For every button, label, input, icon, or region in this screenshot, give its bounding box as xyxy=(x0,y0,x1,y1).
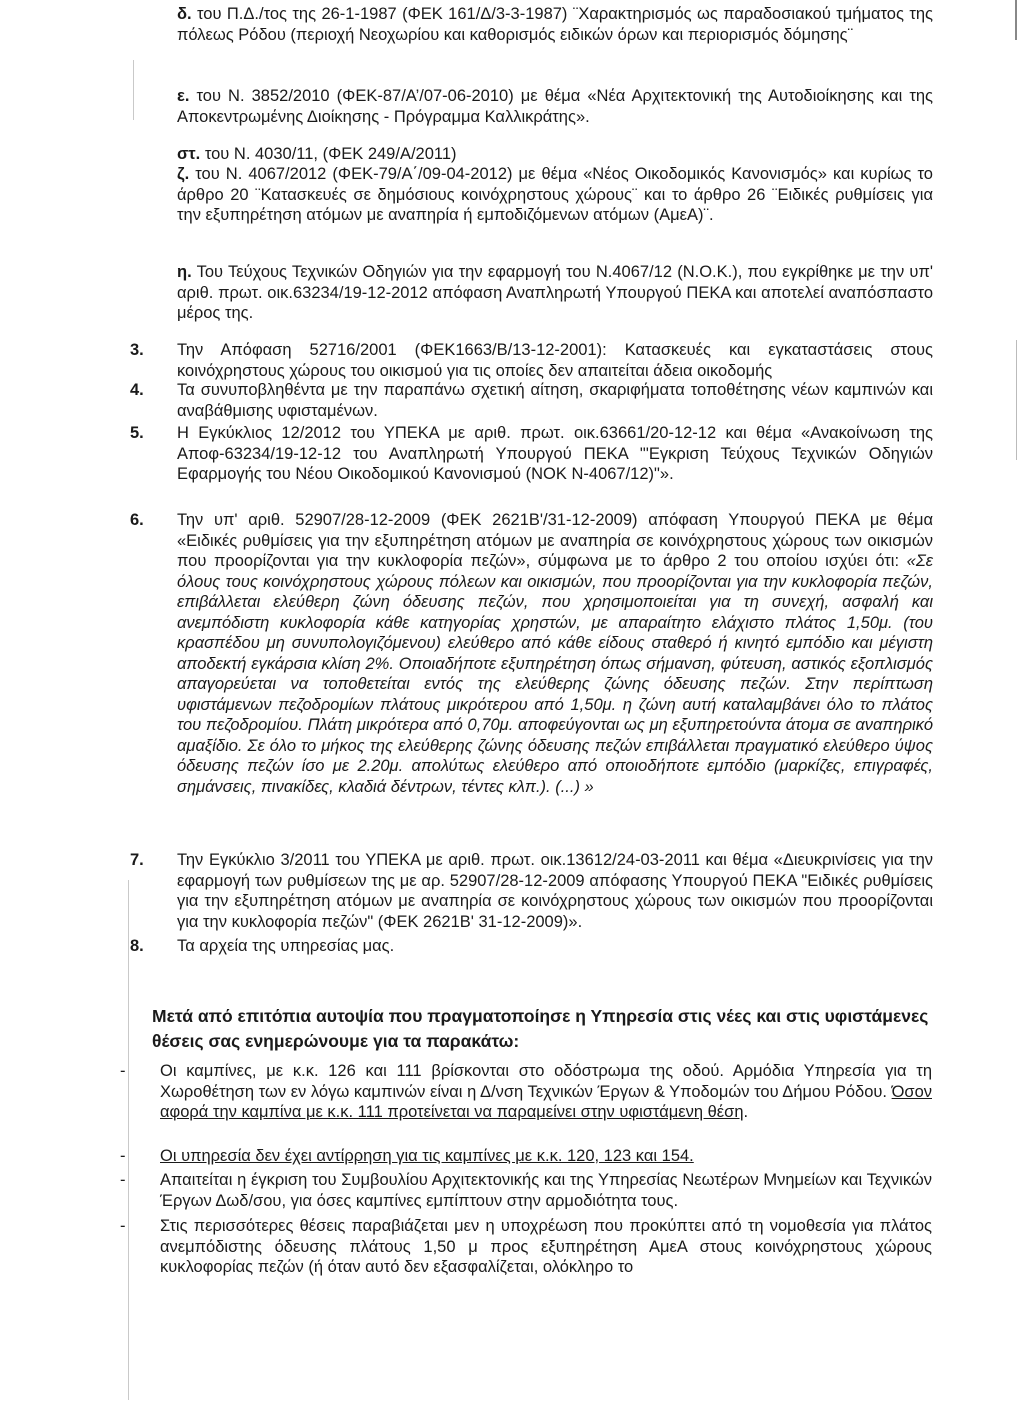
quoted-italic-text: «Σε όλους τους κοινόχρηστους χώρους πόλεων και οικισμών, που προορίζονται για την κυκλοφορία πεζών, επιβάλλεται ελεύθερη ζώνη όδευσης πεζών, που χρησιμοποιείται για τη συνεχή, ασφαλή και ανεμπόδιστη κυκλοφορία κάθε κατηγορίας χρηστών, με απαραίτητο ελάχιστο πλάτος 1,50μ. (του κρασπέδου μη συνυπολογιζόμενου) ελεύθερο από κάθε είδους σταθερό ή κινητό εμπόδιο και μέγιστη αποδεκτή εγκάρσια κλίση 2%. Οποιαδήποτε εξυπηρέτηση όπως σήμανση, φύτευση, αστικός εξοπλισμός απαγορεύεται να τοποθετείται εντός της ελεύθερης ζώνης όδευσης πεζών. Στην περίπτωση υφιστάμενων πεζοδρομίων πλάτους μικρότερου από 1,50μ. η ζώνη αυτή καταλαμβάνει όλο το πλάτος του πεζοδρομίου. Πλάτη μικρότερα από 0,70μ. αποφεύγονται ως μη εξυπηρετούντα άτομα σε αναπηρικό αμαξίδιο. Σε όλο το μήκος της ελεύθερης ζώνης όδευσης πεζών επιβάλλεται πραγματικό ελεύθερο ύψος όδευσης πεζών ίσο με 2.20μ. απολύτως ελεύθερο από οποιοδήποτε εμπόδιο (μαρκίζες, επιγραφές, σημάνσεις, πινακίδες, κλαδιά δέντρων, τέντες κλπ.). (...) » xyxy=(177,552,933,796)
numbered-item-6 xyxy=(177,510,933,797)
bullet-dash: - xyxy=(120,1217,126,1235)
item-text: Την υπ' αριθ. 52907/28-12-2009 (ΦΕΚ 2621Β'/31-12-2009) απόφαση Υπουργού ΠΕΚΑ με θέμα «Ειδικές ρυθμίσεις για την εξυπηρέτηση ατόμων με αναπηρία σε κοινόχρηστους χώρους των οικισμών που προορίζονται για την κυκλοφορία πεζών», σύμφωνα με το άρθρο 2 του οποίου ισχύει ότι: xyxy=(177,511,933,570)
numbered-item-4: Τα συνυποβληθέντα με την παραπάνω σχετική αίτηση, σκαριφήματα τοποθέτησης νέων καμπινών και αναβάθμισης υφισταμένων. xyxy=(177,381,933,420)
item-st xyxy=(177,144,933,165)
item-label: δ. xyxy=(177,5,192,23)
bullet-item: Στις περισσότερες θέσεις παραβιάζεται μεν η υποχρέωση που προκύπτει από τη νομοθεσία για πλάτος ανεμπόδιστης όδευσης πλάτους 1,50 μ προς εξυπηρέτηση ΑμεΑ στους κοινόχρηστους χώρους κυκλοφορίας πεζών (ή όταν αυτό δεν εξασφαλίζεται, ολόκληρο το xyxy=(160,1217,932,1276)
item-label: η. xyxy=(177,263,192,281)
item-text: του Π.Δ./τος της 26-1-1987 (ΦΕΚ 161/Δ/3-3-1987) ¨Χαρακτηρισμός ως παραδοσιακού τμήματος της πόλεως Ρόδου (περιοχή Νεοχωρίου και καθορισμός ειδικών όρων και περιορισμός δόμησης¨ xyxy=(177,5,933,44)
item-eta xyxy=(177,262,933,324)
item-text: Του Τεύχους Τεχνικών Οδηγιών για την εφαρμογή του Ν.4067/12 (Ν.Ο.Κ.), που εγκρίθηκε με την υπ' αριθ. πρωτ. οικ.63234/19-12-2012 απόφαση Αναπληρωτή Υπουργού ΠΕΚΑ και αποτελεί αναπόσπαστο μέρος της. xyxy=(177,263,933,322)
bullet-item xyxy=(160,1146,932,1167)
item-text: του Ν. 4067/2012 (ΦΕΚ-79/Α΄/09-04-2012) με θέμα «Νέος Οικοδομικός Κανονισμός» και κυρίως το άρθρο 20 ¨Κατασκευές σε δημόσιους κοινόχρηστους χώρους¨ και το άρθρο 26 ¨Ειδικές ρυθμίσεις για την εξυπηρέτηση ατόμων με αναπηρία ή εμποδιζόμενων ατόμων (ΑμεΑ)¨. xyxy=(177,165,933,224)
section-heading: Μετά από επιτόπια αυτοψία που πραγματοποίησε η Υπηρεσία στις νέες και στις υφιστάμενες θέσεις σας ενημερώνουμε για τα παρακάτω: xyxy=(152,1006,929,1051)
item-number: 7. xyxy=(130,851,144,869)
bullet-dash: - xyxy=(120,1171,126,1189)
bullet-dash: - xyxy=(120,1062,126,1080)
item-label: ε. xyxy=(177,87,190,105)
underlined-text: Οι υπηρεσία δεν έχει αντίρρηση για τις καμπίνες με κ.κ. 120, 123 και 154. xyxy=(160,1147,694,1165)
item-epsilon xyxy=(177,86,933,127)
item-zeta xyxy=(177,164,933,226)
bullet-text: Οι καμπίνες, με κ.κ. 126 και 111 βρίσκονται στο οδόστρωμα της οδού. Αρμόδια Υπηρεσία για τη Χωροθέτηση των εν λόγω καμπινών είναι η Δ/νση Τεχνικών Έργων & Υποδομών του Δήμου Ρόδου. xyxy=(160,1062,932,1101)
numbered-item-3: Την Απόφαση 52716/2001 (ΦΕΚ1663/Β/13-12-2001): Κατασκευές και εγκαταστάσεις στους κοινόχρηστους χώρους του οικισμού για τις οποίες δεν απαιτείται άδεια οικοδομής xyxy=(177,341,933,380)
bullet-item xyxy=(160,1061,932,1123)
item-number: 8. xyxy=(130,937,144,955)
underlined-text: Όσον αφορά την καμπίνα με κ.κ. 111 προτείνεται να παραμείνει στην υφιστάμενη θέση xyxy=(160,1082,932,1121)
bullet-item: Απαιτείται η έγκριση του Συμβουλίου Αρχιτεκτονικής και της Υπηρεσίας Νεωτέρων Μνημείων και Τεχνικών Έργων Δωδ/σου, για όσες καμπίνες εμπίπτουν στην αρμοδιότητα τους. xyxy=(160,1171,932,1210)
item-label: ζ. xyxy=(177,165,190,183)
scan-edge-mark xyxy=(1015,0,1017,40)
item-delta xyxy=(177,4,933,45)
item-number: 6. xyxy=(130,511,144,529)
item-text: του Ν. 4030/11, (ΦΕΚ 249/Α/2011) xyxy=(200,145,457,163)
item-number: 3. xyxy=(130,341,144,359)
numbered-item-8: Τα αρχεία της υπηρεσίας μας. xyxy=(177,937,395,955)
scan-margin-line xyxy=(128,880,129,1400)
item-number: 5. xyxy=(130,424,144,442)
numbered-item-5: Η Εγκύκλιος 12/2012 του ΥΠΕΚΑ με αριθ. πρωτ. οικ.63661/20-12-12 και θέμα «Ανακοίνωση της Αποφ-63234/19-12-12 του Αναπληρωτή Υπουργού ΠΕΚΑ "'Εγκριση Τεύχους Τεχνικών Οδηγιών Εφαρμογής του Νέου Οικοδομικού Κανονισμού (ΝΟΚ Ν-4067/12)"». xyxy=(177,424,933,483)
bullet-dash: - xyxy=(120,1147,126,1165)
scan-edge-mark xyxy=(1016,340,1017,460)
item-number: 4. xyxy=(130,381,144,399)
scan-margin-line xyxy=(133,60,134,120)
item-text: του Ν. 3852/2010 (ΦΕΚ-87/Α’/07-06-2010) με θέμα «Νέα Αρχιτεκτονική της Αυτοδιοίκησης και της Αποκεντρωμένης Διοίκησης - Πρόγραμμα Καλλικράτης». xyxy=(177,87,933,126)
item-label: στ. xyxy=(177,145,201,163)
numbered-item-7: Την Εγκύκλιο 3/2011 του ΥΠΕΚΑ με αριθ. πρωτ. οικ.13612/24-03-2011 και θέμα «Διευκρινίσεις για την εφαρμογή των ρυθμίσεων της με αρ. 52907/28-12-2009 απόφασης Υπουργού ΠΕΚΑ "Ειδικές ρυθμίσεις για την εξυπηρέτηση ατόμων με αναπηρία σε κοινόχρηστους χώρους των οικισμών που προορίζονται για την κυκλοφορία πεζών" (ΦΕΚ 2621Β' 31-12-2009)». xyxy=(177,851,933,931)
bullet-text-end: . xyxy=(743,1103,749,1121)
